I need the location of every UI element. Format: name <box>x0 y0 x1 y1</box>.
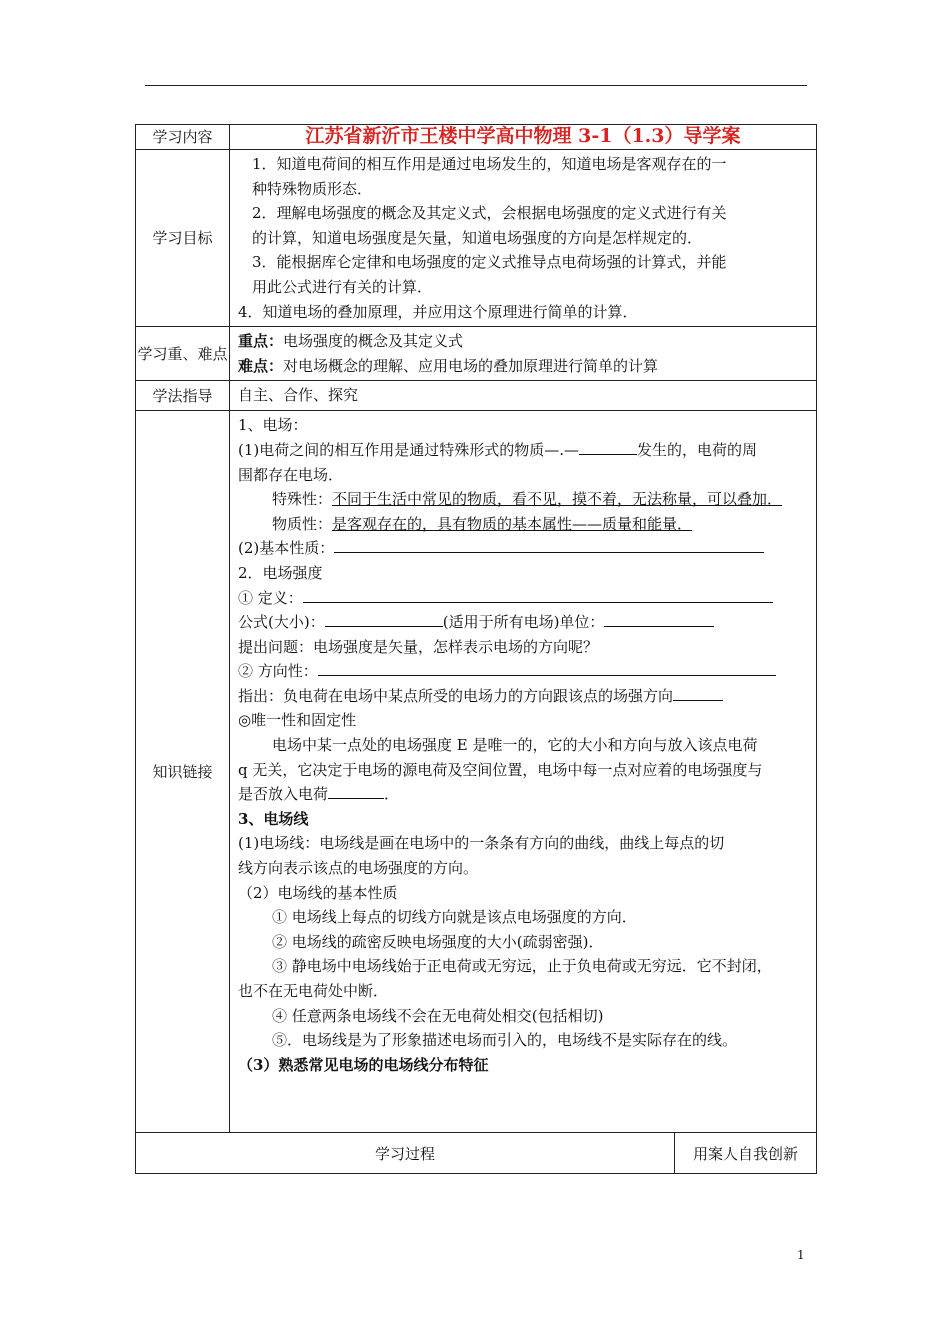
page-number: 1 <box>797 1248 805 1262</box>
label-goals: 学习目标 <box>136 150 230 327</box>
familiar-title: （3）熟悉常见电场的电场线分布特征 <box>238 1055 489 1074</box>
unique-text: 电场中某一点处的电场强度 E 是唯一的，它的大小和方向与放入该点电荷 <box>272 736 758 755</box>
s1-text: 发生的，电荷的周 <box>637 440 758 459</box>
goals-cell <box>230 150 817 327</box>
study-guide-table <box>135 124 817 1174</box>
formula-label: 公式(大小)： <box>238 613 325 632</box>
blank-field[interactable] <box>334 536 764 553</box>
document-title: 江苏省新沂市王楼中学高中物理 3-1（1.3）导学案 <box>230 125 817 150</box>
blank-field[interactable] <box>579 438 637 455</box>
property-item: ① 电场线上每点的切线方向就是该点电场强度的方向． <box>272 908 637 927</box>
blank-field[interactable] <box>303 586 773 603</box>
special-text: 不同于生活中常见的物质，看不见，摸不着，无法称量，可以叠加． <box>332 490 783 509</box>
row-knowledge <box>136 411 817 1133</box>
goal-line: 的计算，知道电场强度是矢量，知道电场强度的方向是怎样规定的． <box>252 228 703 247</box>
knowledge-cell <box>230 411 817 1133</box>
goal-line: 4．知道电场的叠加原理，并应用这个原理进行简单的计算． <box>238 302 638 321</box>
section-3-title: 3、电场线 <box>238 809 309 828</box>
goal-line: 1．知道电荷间的相互作用是通过电场发生的，知道电场是客观存在的一 <box>252 155 727 173</box>
question-text: 提出问题：电场强度是矢量，怎样表示电场的方向呢？ <box>238 637 599 656</box>
s3-text: (1)电场线：电场线是画在电场中的一条条有方向的曲线，曲线上每点的切 <box>238 834 725 853</box>
direction-label: ② 方向性： <box>238 662 318 681</box>
process-label: 学习过程 <box>136 1133 675 1174</box>
goal-line: 种特殊物质形态． <box>252 179 373 198</box>
property-item: ③ 静电场中电场线始于正电荷或无穷远，止于负电荷或无穷远．它不封闭， <box>272 957 772 976</box>
unique-text: ． <box>384 785 400 804</box>
goal-line: 3．能根据库仑定律和电场强度的定义式推导点电荷场强的计算式，并能 <box>252 253 727 272</box>
hard-text: 对电场概念的理解、应用电场的叠加原理进行简单的计算 <box>283 356 659 375</box>
property-item: ⑤．电场线是为了形象描述电场而引入的，电场线不是实际存在的线。 <box>272 1031 738 1050</box>
blank-field[interactable] <box>673 684 723 701</box>
row-content <box>136 125 817 150</box>
s1-text: 围都存在电场． <box>238 465 344 484</box>
label-keypoints: 学习重、难点 <box>136 327 230 381</box>
material-text: 是客观存在的，具有物质的基本属性——质量和能量． <box>332 514 693 533</box>
keypoints-cell <box>230 327 817 381</box>
label-method: 学法指导 <box>136 381 230 411</box>
basic-property-label: (2)基本性质： <box>238 539 335 558</box>
formula-note: (适用于所有电场)单位： <box>442 613 605 632</box>
blank-field[interactable] <box>325 610 443 627</box>
s3-basic-title: （2）电场线的基本性质 <box>238 883 398 902</box>
row-keypoints <box>136 327 817 381</box>
unique-title: ◎唯一性和固定性 <box>238 711 357 730</box>
key-text: 电场强度的概念及其定义式 <box>283 332 464 351</box>
blank-field[interactable] <box>328 782 384 799</box>
property-item: ② 电场线的疏密反映电场强度的大小(疏弱密强)． <box>272 932 604 951</box>
row-goals <box>136 150 817 327</box>
hard-label: 难点： <box>238 356 284 375</box>
goal-line: 用此公式进行有关的计算． <box>252 277 433 296</box>
section-2-title: 2．电场强度 <box>238 563 323 582</box>
label-content: 学习内容 <box>136 125 230 150</box>
property-item: 也不在无电荷处中断． <box>238 982 389 1000</box>
key-label: 重点： <box>238 332 284 351</box>
section-1-title: 1、电场： <box>238 416 308 435</box>
s1-text: (1)电荷之间的相互作用是通过特殊形式的物质—.— <box>238 440 580 459</box>
innovation-label: 用案人自我创新 <box>675 1133 817 1174</box>
s3-text: 线方向表示该点的电场强度的方向。 <box>238 859 479 878</box>
property-item: ④ 任意两条电场线不会在无电荷处相交(包括相切) <box>272 1006 604 1025</box>
definition-label: ① 定义： <box>238 588 303 607</box>
blank-field[interactable] <box>604 610 714 627</box>
unique-text: q 无关，它决定于电场的源电荷及空间位置，电场中每一点对应着的电场强度与 <box>238 760 763 779</box>
material-label: 物质性： <box>272 514 333 533</box>
header-rule <box>145 85 807 86</box>
unique-text: 是否放入电荷 <box>238 785 329 804</box>
row-method <box>136 381 817 411</box>
goal-line: 2．理解电场强度的概念及其定义式，会根据电场强度的定义式进行有关 <box>252 204 727 223</box>
blank-field[interactable] <box>318 659 776 676</box>
method-text: 自主、合作、探究 <box>230 381 817 411</box>
row-footer <box>136 1133 817 1174</box>
special-label: 特殊性： <box>272 490 333 509</box>
label-knowledge: 知识链接 <box>136 411 230 1133</box>
pointout-text: 指出：负电荷在电场中某点所受的电场力的方向跟该点的场强方向 <box>238 686 674 705</box>
